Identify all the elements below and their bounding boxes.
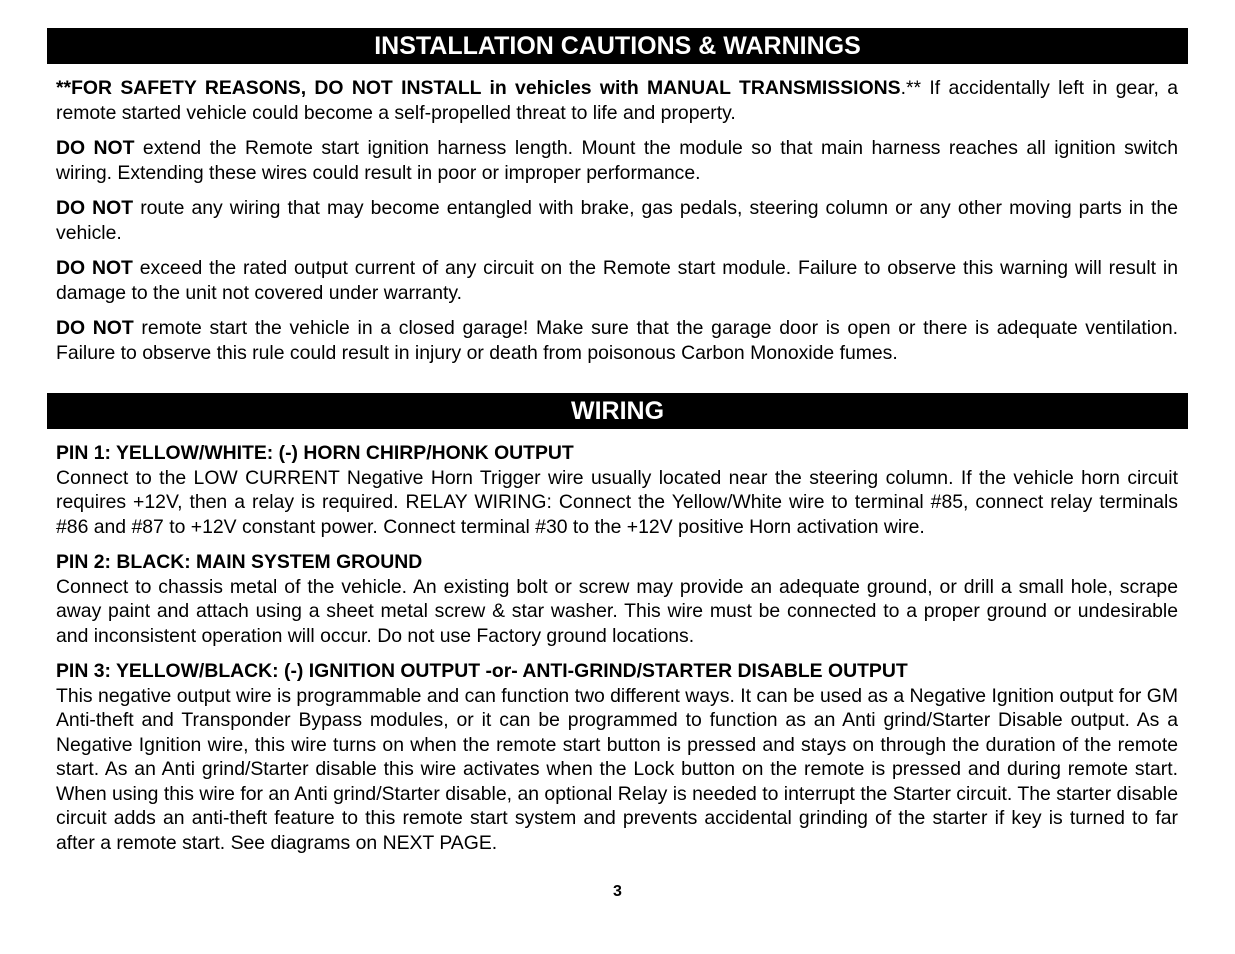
pin-3 (56, 659, 1178, 855)
pin-2 (56, 550, 1178, 648)
do-not-label: DO NOT (56, 197, 134, 219)
caution-closed-garage (56, 316, 1178, 365)
pin-title: PIN 2: BLACK: MAIN SYSTEM GROUND (56, 551, 423, 573)
wiring-heading: WIRING (47, 393, 1188, 429)
caution-manual-transmission (56, 76, 1178, 125)
do-not-label: DO NOT (56, 317, 134, 339)
cautions-section (56, 76, 1178, 376)
caution-output-current (56, 256, 1178, 305)
caution-text: route any wiring that may become entangled with brake, gas pedals, steering column or any other moving parts in the vehicle. (56, 197, 1178, 244)
caution-text: exceed the rated output current of any circuit on the Remote start module. Failure to observe this warning will result in damage to the unit not covered under warranty. (56, 257, 1179, 304)
wiring-section (56, 441, 1178, 866)
pin-description: Connect to chassis metal of the vehicle. An existing bolt or screw may provide an adequate ground, or drill a small hole, scrape away paint and attach using a sheet metal screw & star washer. This wire must be connected to a proper ground or undesirable and inconsistent operation will occur. Do not use Factory ground locations. (56, 575, 1178, 647)
pin-1 (56, 441, 1178, 539)
caution-text: remote start the vehicle in a closed garage! Make sure that the garage door is open or there is adequate ventilation. Failure to observe this rule could result in injury or death from poisonous Carbon Monoxide fumes. (56, 317, 1178, 364)
caution-text: .** If accidentally left in gear, a remote started vehicle could become a self-propelled threat to life and property. (56, 77, 1178, 124)
pin-description: This negative output wire is programmable and can function two different ways. It can be used as a Negative Ignition output for GM Anti-theft and Transponder Bypass modules, or it can be programmed to function as an Anti grind/Starter Disable output. As a Negative Ignition wire, this wire turns on when the remote start button is pressed and stays on through the duration of the remote start. As an Anti grind/Starter disable this wire activates when the Lock button on the remote is pressed and during remote start. When using this wire for an Anti grind/Starter disable, an optional Relay is needed to interrupt the Starter circuit. The starter disable circuit adds an anti-theft feature to this remote start system and prevents accidental grinding of the starter if key is turned to far after a remote start. See diagrams on NEXT PAGE. (56, 684, 1178, 854)
do-not-label: DO NOT (56, 257, 133, 279)
pin-title: PIN 1: YELLOW/WHITE: (-) HORN CHIRP/HONK OUTPUT (56, 442, 574, 464)
cautions-heading: INSTALLATION CAUTIONS & WARNINGS (47, 28, 1188, 64)
page-number: 3 (613, 883, 622, 900)
pin-title: PIN 3: YELLOW/BLACK: (-) IGNITION OUTPUT -or- ANTI-GRIND/STARTER DISABLE OUTPUT (56, 660, 908, 682)
caution-harness-length (56, 136, 1178, 185)
caution-bold: **FOR SAFETY REASONS, DO NOT INSTALL in vehicles with MANUAL TRANSMISSIONS (56, 77, 901, 99)
pin-description: Connect to the LOW CURRENT Negative Horn Trigger wire usually located near the steering column. If the vehicle horn circuit requires +12V, then a relay is required. RELAY WIRING: Connect the Yellow/White wire to terminal #85, connect relay terminals #86 and #87 to +12V constant power. Connect terminal #30 to the +12V positive Horn activation wire. (56, 466, 1178, 538)
caution-wiring-route (56, 196, 1178, 245)
caution-text: extend the Remote start ignition harness length. Mount the module so that main harness reaches all ignition switch wiring. Extending these wires could result in poor or improper performance. (56, 137, 1178, 184)
do-not-label: DO NOT (56, 137, 135, 159)
